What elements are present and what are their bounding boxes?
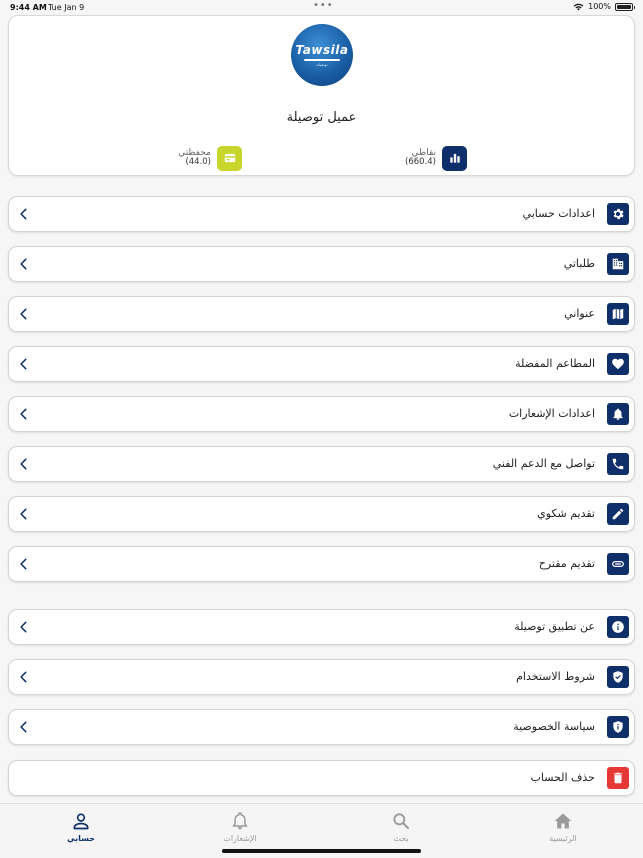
- points-label: نقاطي: [411, 147, 436, 158]
- app-logo: [291, 24, 353, 86]
- menu-item-label: المطاعم المفضلة: [515, 357, 595, 370]
- chevron-left-icon: [17, 670, 31, 684]
- battery-percent: 100%: [588, 2, 611, 11]
- menu-item-submit-complaint[interactable]: [8, 496, 635, 532]
- tab-label: حسابي: [66, 834, 95, 843]
- chevron-left-icon: [17, 557, 31, 571]
- chevron-left-icon: [17, 357, 31, 371]
- multitask-dots[interactable]: •••: [313, 0, 334, 11]
- menu-item-label: عنواني: [564, 307, 595, 320]
- wallet-value: (44.0): [185, 157, 211, 168]
- tab-search[interactable]: [351, 811, 451, 851]
- profile-name: عميل توصيلة: [286, 110, 357, 125]
- map-icon: [607, 303, 629, 325]
- chevron-left-icon: [17, 407, 31, 421]
- link-icon: [607, 553, 629, 575]
- menu-item-about-app[interactable]: [8, 609, 635, 645]
- points-value: (660.4): [405, 157, 436, 168]
- bell-icon: [607, 403, 629, 425]
- trash-icon: [607, 767, 629, 789]
- tab-label: الرئيسية: [549, 834, 577, 843]
- bar-chart-icon: [442, 146, 467, 171]
- tab-notifications[interactable]: [190, 811, 290, 851]
- chevron-left-icon: [17, 620, 31, 634]
- menu-item-label: حذف الحساب: [530, 771, 595, 784]
- menu-item-label: شروط الاستخدام: [516, 670, 595, 683]
- chevron-left-icon: [17, 257, 31, 271]
- menu-item-favorite-restaurants[interactable]: [8, 346, 635, 382]
- menu-item-notification-settings[interactable]: [8, 396, 635, 432]
- menu-item-label: تقديم شكوي: [537, 507, 595, 520]
- menu-item-label: تقديم مقترح: [538, 557, 595, 570]
- home-icon: [553, 811, 573, 831]
- tab-account[interactable]: [31, 811, 131, 851]
- wallet-label: محفظتي: [178, 147, 211, 158]
- chevron-left-icon: [17, 507, 31, 521]
- menu-item-orders[interactable]: [8, 246, 635, 282]
- status-date: Tue Jan 9: [48, 3, 85, 12]
- status-indicators: [573, 2, 633, 11]
- menu-item-label: تواصل مع الدعم الفني: [492, 457, 595, 470]
- menu-item-privacy-policy[interactable]: [8, 709, 635, 745]
- heart-icon: [607, 353, 629, 375]
- menu-item-label: طلباتي: [563, 257, 595, 270]
- menu-item-label: اعدادات حسابي: [522, 207, 595, 220]
- info-icon: [607, 616, 629, 638]
- menu-item-label: عن تطبيق توصيلة: [514, 620, 595, 633]
- chevron-left-icon: [17, 457, 31, 471]
- profile-card: [8, 15, 635, 176]
- tab-label: الإشعارات: [223, 834, 257, 843]
- logo-subtext: توصيلة: [316, 62, 328, 67]
- menu-item-contact-support[interactable]: [8, 446, 635, 482]
- menu-item-addresses[interactable]: [8, 296, 635, 332]
- battery-icon: [615, 3, 633, 11]
- wifi-icon: [573, 3, 584, 11]
- phone-icon: [607, 453, 629, 475]
- menu-item-label: سياسة الخصوصية: [513, 720, 595, 733]
- tab-home[interactable]: [513, 811, 613, 851]
- bell-outline-icon: [230, 811, 250, 831]
- tab-label: بحث: [393, 834, 409, 843]
- person-icon: [71, 811, 91, 831]
- building-icon: [607, 253, 629, 275]
- chevron-left-icon: [17, 307, 31, 321]
- menu-item-submit-suggestion[interactable]: [8, 546, 635, 582]
- gear-icon: [607, 203, 629, 225]
- chevron-left-icon: [17, 207, 31, 221]
- status-bar: [0, 0, 643, 16]
- menu-item-account-settings[interactable]: [8, 196, 635, 232]
- search-icon: [391, 811, 411, 831]
- chevron-left-icon: [17, 720, 31, 734]
- status-time: 9:44 AM: [10, 3, 47, 12]
- points-stat[interactable]: [405, 144, 467, 172]
- pencil-icon: [607, 503, 629, 525]
- menu-item-label: اعدادات الإشعارات: [508, 407, 595, 420]
- shield-info-icon: [607, 716, 629, 738]
- menu-item-delete-account[interactable]: [8, 760, 635, 796]
- wallet-icon: [217, 146, 242, 171]
- home-indicator: [222, 849, 421, 853]
- shield-check-icon: [607, 666, 629, 688]
- logo-text: Tawsila: [295, 43, 349, 57]
- wallet-stat[interactable]: [178, 144, 242, 172]
- menu-item-terms-of-use[interactable]: [8, 659, 635, 695]
